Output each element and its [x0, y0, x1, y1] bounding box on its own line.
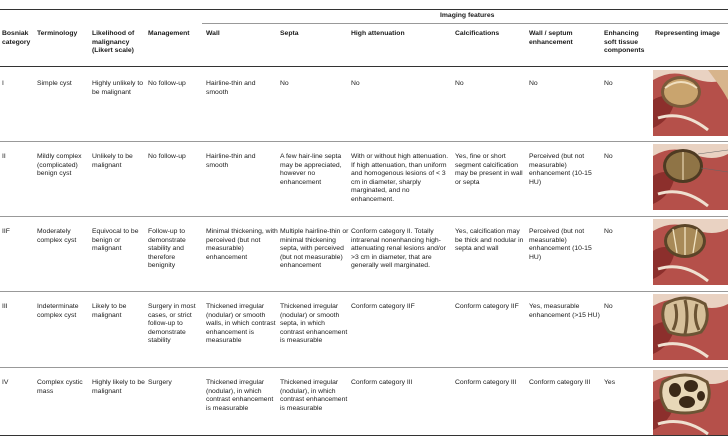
row-iif-management: Follow-up to demonstrate stability and therefore benignity: [148, 228, 186, 270]
row-i-terminology: Simple cyst: [37, 80, 72, 87]
row-iii-likelihood: Likely to be malignant: [92, 303, 127, 319]
row-ii-soft-tissue: No: [604, 153, 613, 160]
imaging-features-rule: [202, 23, 728, 24]
row-i-soft-tissue: No: [604, 80, 613, 87]
kidney-moderately-complex-cyst-image: [653, 219, 728, 285]
row-iv-soft-tissue: Yes: [604, 379, 616, 386]
bottom-rule: [0, 435, 728, 436]
kidney-indeterminate-cyst-image: [653, 294, 728, 360]
row-iv-high-attenuation: Conform category III: [351, 379, 413, 386]
imaging-features-group-header: Imaging features: [440, 12, 495, 19]
row-divider-4: [0, 367, 728, 368]
row-iv-septa: Thickened irregular (nodular), in which contrast enhancement is measurable: [280, 379, 348, 412]
row-iv-category: IV: [2, 379, 9, 386]
row-iif-enhancement: Perceived (but not measurable) enhancement (10-15 HU): [529, 228, 592, 261]
row-iif-likelihood: Equivocal to be benign or malignant: [92, 228, 139, 253]
row-ii-likelihood: Unlikely to be malignant: [92, 153, 133, 169]
header-bottom-rule: [0, 66, 728, 67]
row-ii-wall: Hairline-thin and smooth: [206, 153, 256, 169]
col-header-terminology: Terminology: [37, 30, 78, 37]
row-ii-category: II: [2, 153, 6, 160]
row-divider-1: [0, 141, 728, 142]
row-ii-enhancement: Perceived (but not measurable) enhancement (10-15 HU): [529, 153, 592, 186]
row-iii-calcifications: Conform category IIF: [455, 303, 519, 310]
row-iii-wall: Thickened irregular (nodular) or smooth walls, in which contrast enhancement is measurable: [206, 303, 276, 345]
col-header-calcifications: Calcifications: [455, 30, 500, 37]
row-iif-wall: Minimal thickening, with perceived (but not measurable) enhancement: [206, 228, 278, 261]
row-iif-terminology: Moderately complex cyst: [37, 228, 77, 244]
row-divider-2: [0, 216, 728, 217]
row-ii-septa: A few hair-line septa may be appreciated, however no enhancement: [280, 153, 342, 186]
row-i-category: I: [2, 80, 4, 87]
row-i-management: No follow-up: [148, 80, 186, 87]
row-iii-soft-tissue: No: [604, 303, 613, 310]
row-i-calcifications: No: [455, 80, 464, 87]
row-i-likelihood: Highly unlikely to be malignant: [92, 80, 143, 96]
row-iif-soft-tissue: No: [604, 228, 613, 235]
col-header-high-attenuation: High attenuation: [351, 30, 405, 37]
row-iv-terminology: Complex cystic mass: [37, 379, 83, 395]
row-iv-wall: Thickened irregular (nodular), in which contrast enhancement is measurable: [206, 379, 274, 412]
col-header-enhancement: Wall / septum enhancement: [529, 30, 573, 46]
row-iv-calcifications: Conform category III: [455, 379, 517, 386]
row-ii-terminology: Mildly complex (complicated) benign cyst: [37, 153, 82, 178]
top-rule: [0, 9, 728, 10]
col-header-management: Management: [148, 30, 190, 37]
row-iif-septa: Multiple hairline-thin or minimal thickening septa, with perceived (but not measurable) enhancement: [280, 228, 349, 270]
row-ii-high-attenuation: With or without high attenuation. If high attenuation, than uniform and homogenous lesions of < 3 cm in diameter, sharply marginated, and no enhancement.: [351, 153, 449, 203]
row-iii-management: Surgery in most cases, or strict follow-up to demonstrate stability: [148, 303, 196, 345]
col-header-likelihood: Likelihood of malignancy (Likert scale): [92, 30, 135, 55]
row-i-wall: Hairline-thin and smooth: [206, 80, 256, 96]
row-divider-3: [0, 291, 728, 292]
row-ii-calcifications: Yes, fine or short segment calcification may be present in wall or septa: [455, 153, 523, 186]
row-iv-management: Surgery: [148, 379, 172, 386]
row-iii-terminology: Indeterminate complex cyst: [37, 303, 79, 319]
col-header-wall: Wall: [206, 30, 220, 37]
row-iii-high-attenuation: Conform category IIF: [351, 303, 415, 310]
col-header-image: Representing image: [655, 30, 720, 37]
kidney-simple-cyst-image: [653, 70, 728, 136]
row-ii-management: No follow-up: [148, 153, 186, 160]
row-i-enhancement: No: [529, 80, 538, 87]
col-header-category: Bosniak category: [2, 30, 31, 46]
row-i-septa: No: [280, 80, 289, 87]
row-iv-likelihood: Highly likely to be malignant: [92, 379, 145, 395]
row-iii-category: III: [2, 303, 8, 310]
row-iif-category: IIF: [2, 228, 10, 235]
row-iii-septa: Thickened irregular (nodular) or smooth septa, in which contrast enhancement is measurable: [280, 303, 348, 345]
row-iii-enhancement: Yes, measurable enhancement (>15 HU): [529, 303, 600, 319]
col-header-soft-tissue: Enhancing soft tissue components: [604, 30, 645, 55]
row-i-high-attenuation: No: [351, 80, 360, 87]
col-header-septa: Septa: [280, 30, 299, 37]
row-iv-enhancement: Conform category III: [529, 379, 591, 386]
row-iif-high-attenuation: Conform category II. Totally intrarenal nonenhancing high-attenuating renal lesions and/or >3 cm in diameter, that are generally well marginated.: [351, 228, 446, 270]
row-iif-calcifications: Yes, calcification may be thick and nodular in septa and wall: [455, 228, 524, 253]
kidney-complex-cystic-mass-image: [653, 370, 728, 436]
kidney-mildly-complex-cyst-image: [653, 144, 728, 210]
